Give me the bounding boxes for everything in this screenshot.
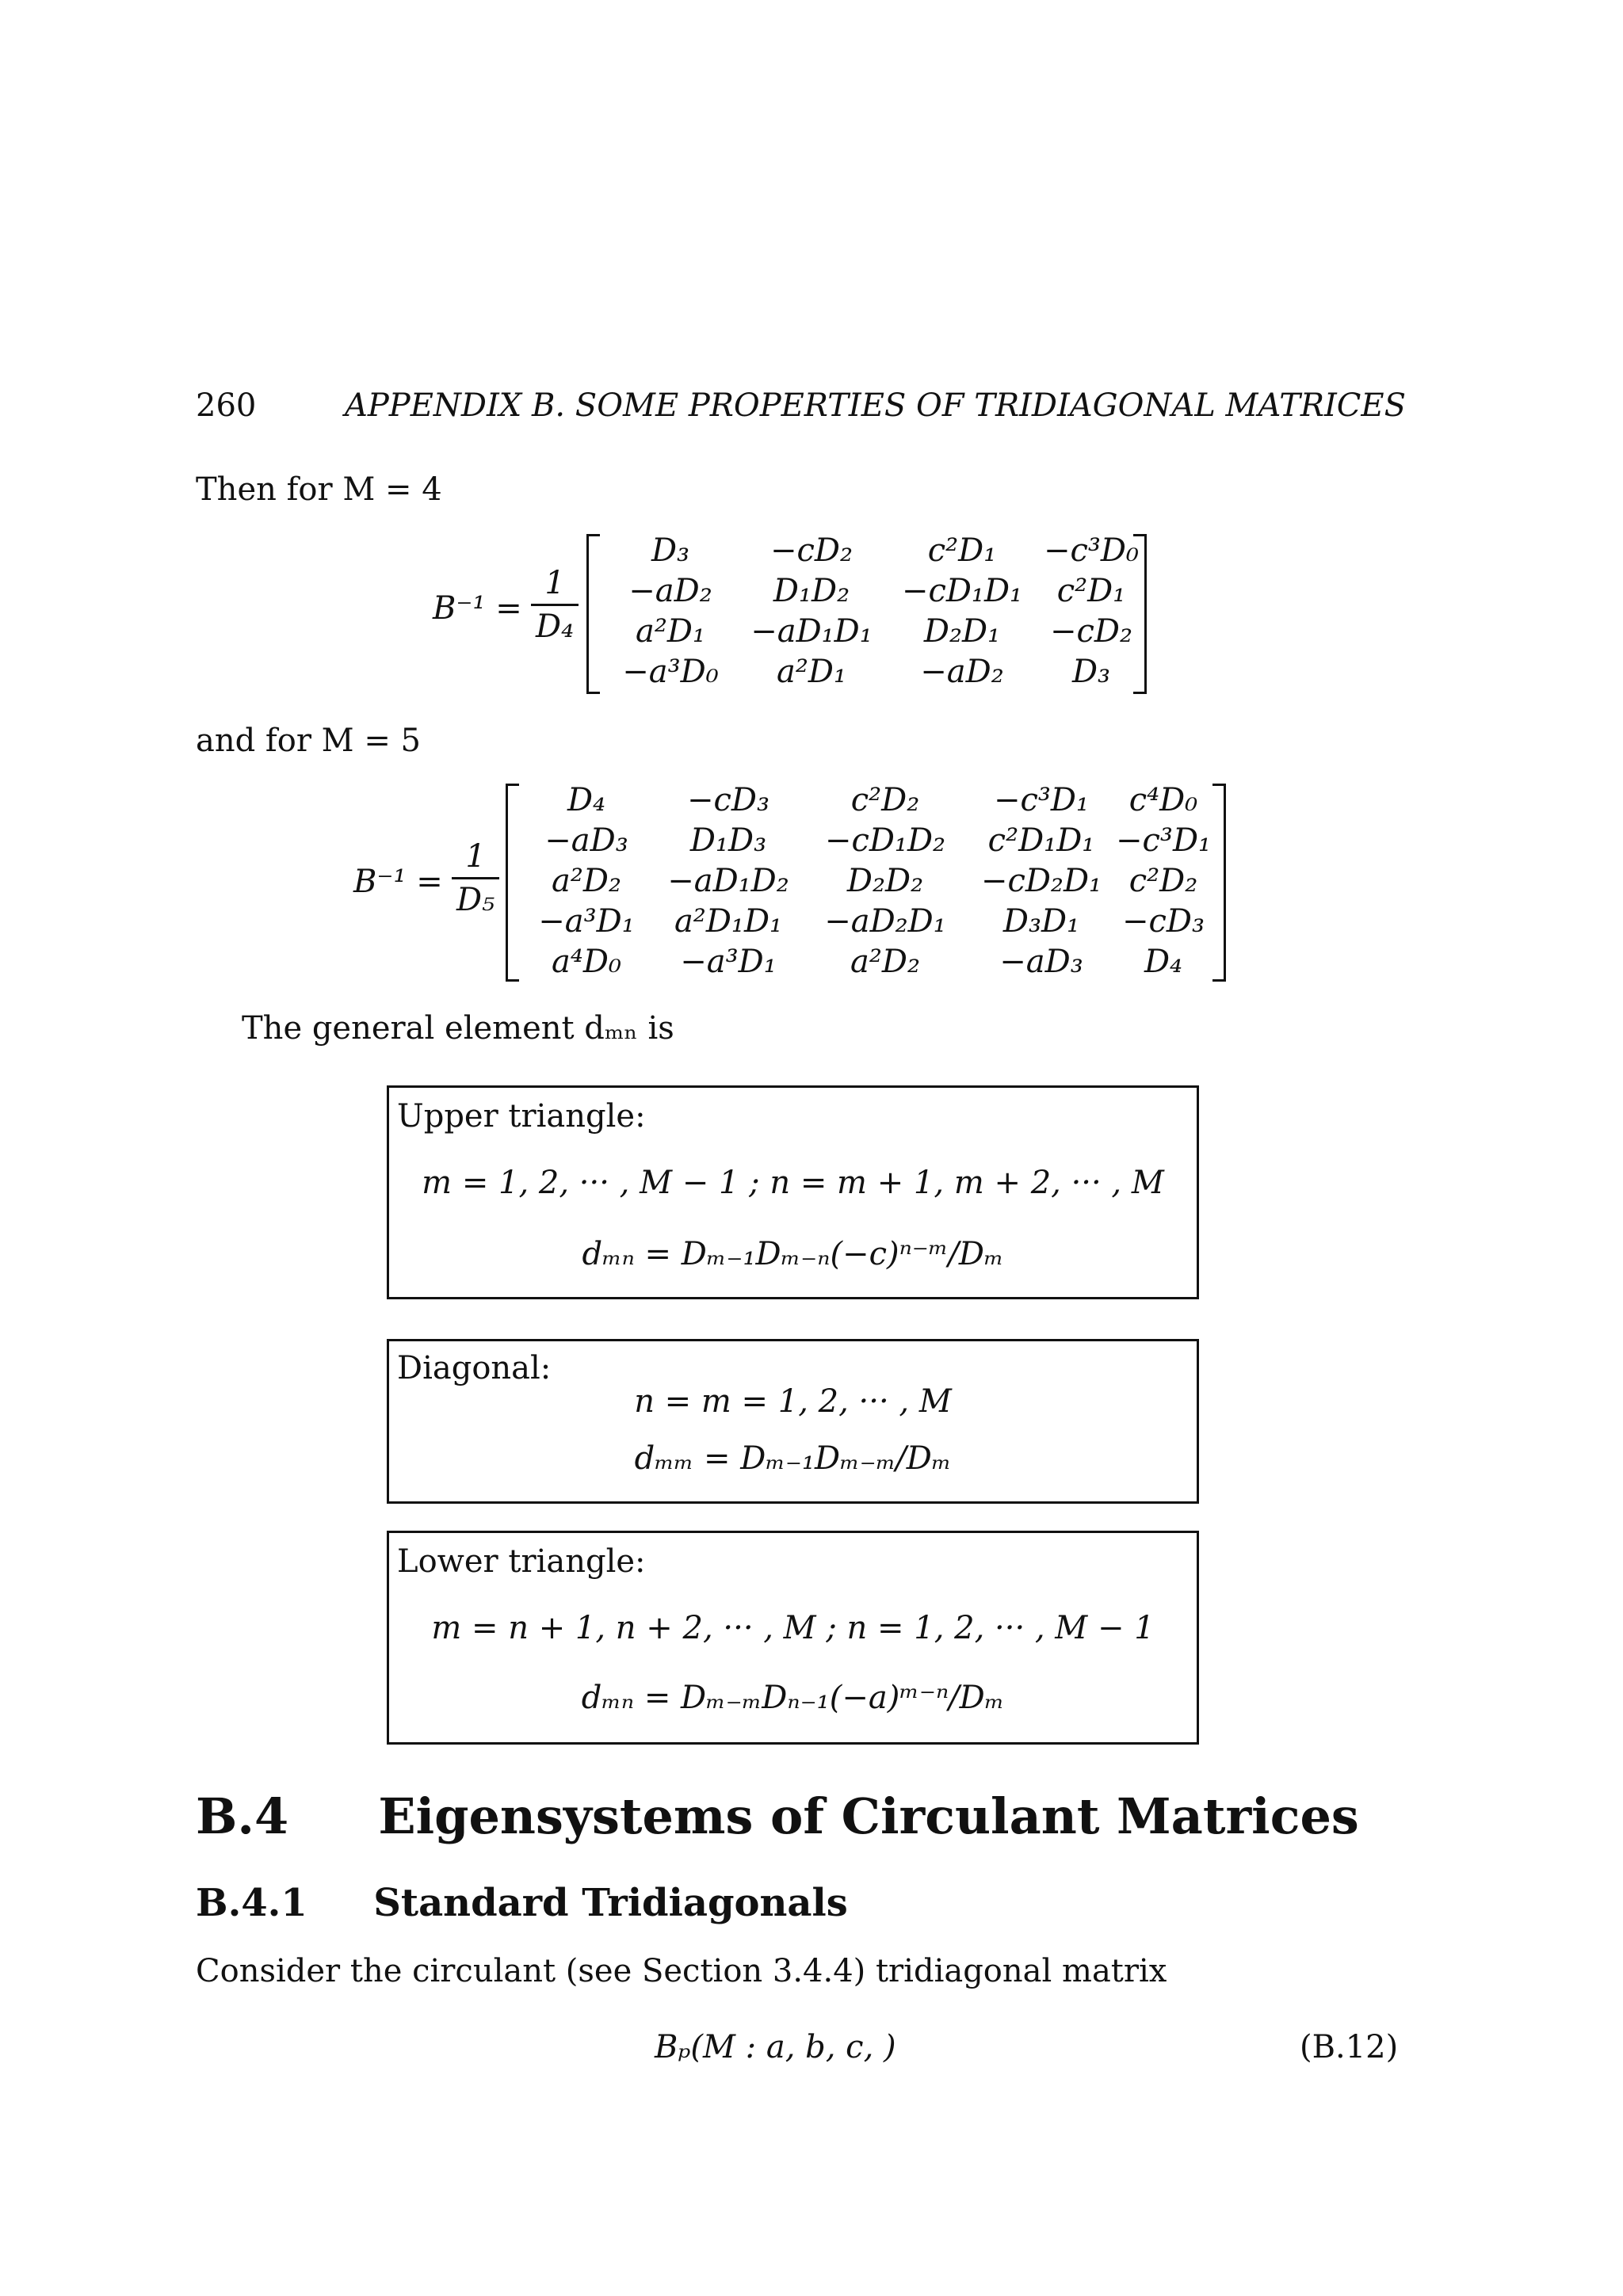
subsection-title: Standard Tridiagonals [373, 1881, 848, 1925]
matrix-cell: −c³D₀ [1043, 532, 1140, 569]
matrix-cell: c²D₁ [927, 532, 997, 569]
general-element-text: The general element dₘₙ is [242, 1010, 674, 1047]
diagonal-label: Diagonal: [397, 1350, 552, 1386]
chapter-title: APPENDIX B. SOME PROPERTIES OF TRIDIAGONAL MATRICES [345, 387, 1407, 424]
matrix-cell: −aD₃ [999, 944, 1083, 980]
matrix-m4-fraction [531, 567, 579, 643]
matrix-cell: c²D₂ [850, 782, 920, 818]
matrix-m5-equation [349, 780, 1244, 986]
upper-triangle-formula: dₘₙ = Dₘ₋₁Dₘ₋ₙ(−c)ⁿ⁻ᵐ/Dₘ [582, 1236, 1004, 1272]
matrix-cell: D₄ [567, 782, 606, 818]
matrix-m4-equation [428, 531, 1157, 697]
matrix-cell: −aD₁D₂ [667, 863, 789, 899]
matrix-cell: −cD₁D₂ [824, 822, 946, 859]
diagonal-box [387, 1339, 1199, 1504]
matrix-cell: −aD₁D₁ [750, 613, 873, 650]
matrix-cell: D₃ [651, 532, 690, 569]
lower-triangle-label: Lower triangle: [397, 1543, 646, 1580]
fraction-denominator: D₅ [452, 877, 499, 916]
matrix-cell: a⁴D₀ [552, 944, 621, 980]
matrix-cell: c⁴D₀ [1128, 782, 1198, 818]
matrix-cell: −cD₃ [1121, 903, 1205, 940]
upper-triangle-box [387, 1085, 1199, 1299]
matrix-cell: −cD₂ [1049, 613, 1133, 650]
matrix-cell: −a³D₁ [538, 903, 635, 940]
matrix-cell: −cD₂D₁ [980, 863, 1102, 899]
intro-m4-text: Then for M = 4 [196, 471, 442, 508]
matrix-cell: c²D₂ [1128, 863, 1198, 899]
matrix-m4-left-bracket [586, 534, 600, 694]
section-number: B.4 [196, 1787, 289, 1845]
intro-m5-text: and for M = 5 [196, 723, 422, 759]
section-heading [196, 1787, 1359, 1845]
diagonal-range: n = m = 1, 2, ··· , M [634, 1383, 952, 1420]
matrix-cell: −cD₁D₁ [901, 573, 1023, 609]
matrix-cell: a²D₁ [777, 654, 846, 690]
matrix-cell: D₂D₂ [846, 863, 924, 899]
matrix-cell: c²D₁D₁ [987, 822, 1095, 859]
running-head [0, 387, 1623, 426]
section-title: Eigensystems of Circulant Matrices [378, 1787, 1359, 1845]
matrix-m5-lhs: B⁻¹ = [353, 864, 443, 900]
fraction-numerator: 1 [465, 838, 486, 875]
matrix-cell: −c³D₁ [1116, 822, 1212, 859]
matrix-cell: −aD₂D₁ [824, 903, 946, 940]
matrix-cell: a²D₁ [636, 613, 705, 650]
lower-triangle-formula: dₘₙ = Dₘ₋ₘDₙ₋₁(−a)ᵐ⁻ⁿ/Dₘ [581, 1680, 1005, 1716]
matrix-m5-fraction [452, 838, 499, 918]
equation-b12: Bₚ(M : a, b, c, ) [655, 2029, 896, 2065]
matrix-cell: −a³D₁ [680, 944, 777, 980]
matrix-cell: D₁D₂ [773, 573, 850, 609]
upper-triangle-range: m = 1, 2, ··· , M − 1 ; n = m + 1, m + 2, ··· , M [422, 1165, 1164, 1201]
matrix-m5-right-bracket [1212, 784, 1226, 982]
matrix-cell: a²D₂ [850, 944, 920, 980]
upper-triangle-label: Upper triangle: [397, 1098, 646, 1135]
matrix-cell: −aD₂ [628, 573, 712, 609]
matrix-cell: −c³D₁ [993, 782, 1090, 818]
matrix-m5-grid [520, 780, 1211, 982]
matrix-cell: D₃D₁ [1002, 903, 1080, 940]
lower-triangle-box [387, 1531, 1199, 1745]
subsection-number: B.4.1 [196, 1881, 307, 1925]
equation-tag: (B.12) [1300, 2029, 1399, 2065]
matrix-cell: a²D₁D₁ [674, 903, 783, 940]
matrix-cell: −cD₂ [769, 532, 854, 569]
matrix-cell: D₁D₃ [689, 822, 767, 859]
matrix-cell: D₃ [1071, 654, 1111, 690]
diagonal-formula: dₘₘ = Dₘ₋₁Dₘ₋ₘ/Dₘ [634, 1440, 952, 1477]
subsection-heading [196, 1881, 848, 1925]
fraction-denominator: D₄ [531, 604, 579, 643]
matrix-m4-lhs: B⁻¹ = [433, 590, 522, 627]
body-paragraph: Consider the circulant (see Section 3.4.4) tridiagonal matrix [196, 1953, 1167, 1989]
fraction-numerator: 1 [544, 565, 565, 601]
matrix-cell: c²D₁ [1056, 573, 1126, 609]
matrix-cell: −a³D₀ [622, 654, 719, 690]
matrix-cell: −aD₂ [920, 654, 1004, 690]
matrix-cell: D₄ [1144, 944, 1183, 980]
matrix-cell: −aD₃ [544, 822, 628, 859]
matrix-cell: −cD₃ [686, 782, 770, 818]
matrix-m5-left-bracket [506, 784, 519, 982]
page-number: 260 [196, 387, 257, 424]
matrix-m4-grid [601, 531, 1141, 692]
matrix-cell: a²D₂ [552, 863, 621, 899]
lower-triangle-range: m = n + 1, n + 2, ··· , M ; n = 1, 2, ··· , M − 1 [431, 1610, 1155, 1646]
matrix-cell: D₂D₁ [923, 613, 1001, 650]
